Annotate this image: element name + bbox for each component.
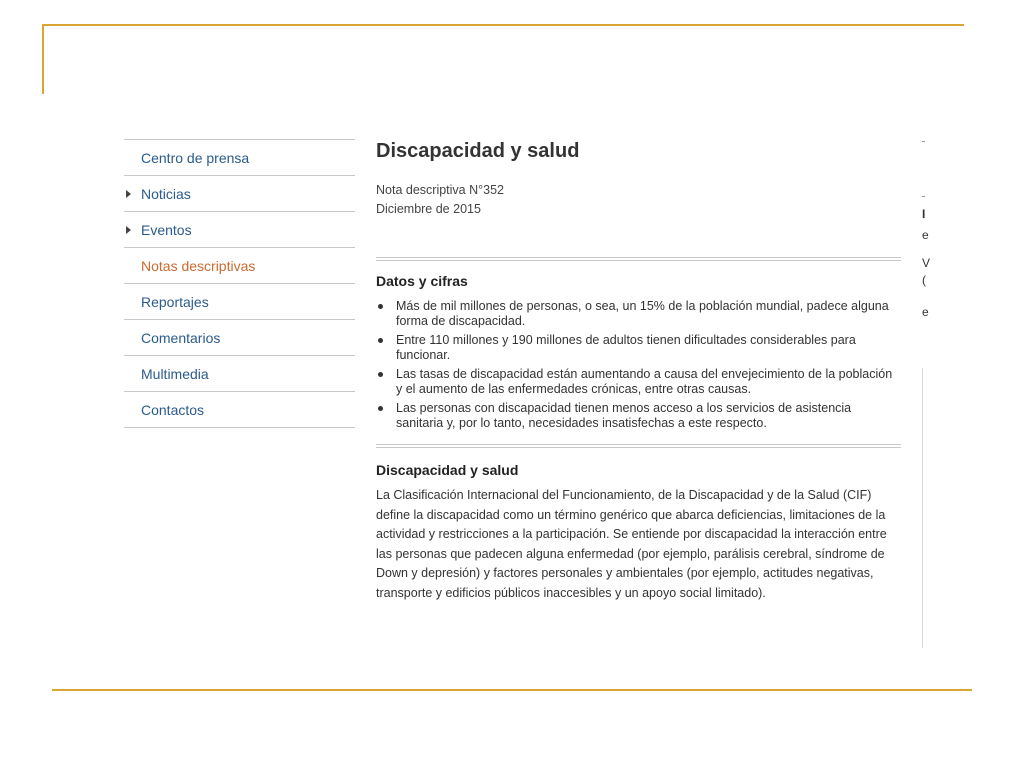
list-item	[376, 299, 901, 329]
sidebar-item-contactos[interactable]	[124, 392, 355, 428]
right-column-fragment: (	[922, 273, 926, 287]
fact-text: Las personas con discapacidad tienen menos acceso a los servicios de asistencia sanitaria y, por lo tanto, necesidades insatisfechas a este respecto.	[396, 401, 852, 430]
publication-date: Diciembre de 2015	[376, 202, 481, 216]
sidebar-item-label: Multimedia	[141, 365, 209, 382]
right-column-mark	[922, 196, 925, 197]
fact-text: Entre 110 millones y 190 millones de adultos tienen dificultades considerables para funcionar.	[396, 333, 856, 362]
sidebar-item-label: Reportajes	[141, 293, 209, 310]
fact-text: Las tasas de discapacidad están aumentando a causa del envejecimiento de la población y el aumento de las enfermedades crónicas, entre otras causas.	[396, 367, 893, 396]
main-content	[376, 136, 901, 603]
bullet-icon	[378, 406, 383, 411]
sidebar-item-eventos[interactable]	[124, 212, 355, 248]
frame-left-line	[42, 24, 44, 94]
right-column-fragment: e	[922, 305, 929, 319]
sidebar-item-multimedia[interactable]	[124, 356, 355, 392]
triangle-right-icon	[126, 190, 131, 198]
sidebar-item-label: Contactos	[141, 401, 205, 418]
list-item	[376, 333, 901, 363]
bullet-icon	[378, 338, 383, 343]
list-item	[376, 401, 901, 431]
frame-top-line	[42, 24, 964, 26]
triangle-right-icon	[126, 226, 131, 234]
section-divider	[376, 444, 901, 448]
bullet-icon	[378, 304, 383, 309]
list-item	[376, 367, 901, 397]
facts-list	[376, 299, 901, 431]
sidebar-item-notas-descriptivas[interactable]	[124, 248, 355, 284]
page-title: Discapacidad y salud	[376, 140, 580, 162]
section-body: La Clasificación Internacional del Funcionamiento, de la Discapacidad y de la Salud (CIF) define la discapacidad como un término genérico que abarca deficiencias, limitaciones de la actividad y restricciones a la participación. Se entiende por discapacidad la interacción entre las personas que padecen alguna enfermedad (por ejemplo, parálisis cerebral, síndrome de Down y depresión) y factores personales y ambientales (por ejemplo, actitudes negativas, transporte y edificios públicos inaccesibles y un apoyo social limitado).	[376, 488, 887, 600]
sidebar-item-label: Eventos	[141, 221, 192, 238]
right-column-border	[922, 368, 923, 648]
right-column-fragment: e	[922, 228, 929, 242]
facts-heading: Datos y cifras	[376, 273, 468, 289]
sidebar-item-centro-de-prensa[interactable]	[124, 140, 355, 176]
sidebar-item-comentarios[interactable]	[124, 320, 355, 356]
sidebar-nav	[124, 139, 355, 428]
right-column-fragment: V	[922, 256, 931, 270]
bullet-icon	[378, 372, 383, 377]
fact-text: Más de mil millones de personas, o sea, un 15% de la población mundial, padece alguna forma de discapacidad.	[396, 299, 889, 328]
sidebar-item-label: Notas descriptivas	[141, 257, 256, 274]
section-divider	[376, 257, 901, 261]
sidebar-item-reportajes[interactable]	[124, 284, 355, 320]
sidebar-item-label: Comentarios	[141, 329, 221, 346]
frame-bottom-line	[52, 689, 972, 691]
sidebar-item-noticias[interactable]	[124, 176, 355, 212]
note-number: Nota descriptiva N°352	[376, 183, 504, 197]
right-column-fragment: I	[922, 207, 926, 221]
section-heading: Discapacidad y salud	[376, 462, 519, 478]
right-column-mark	[922, 141, 925, 142]
sidebar-item-label: Noticias	[141, 185, 191, 202]
sidebar-item-label: Centro de prensa	[141, 149, 250, 166]
